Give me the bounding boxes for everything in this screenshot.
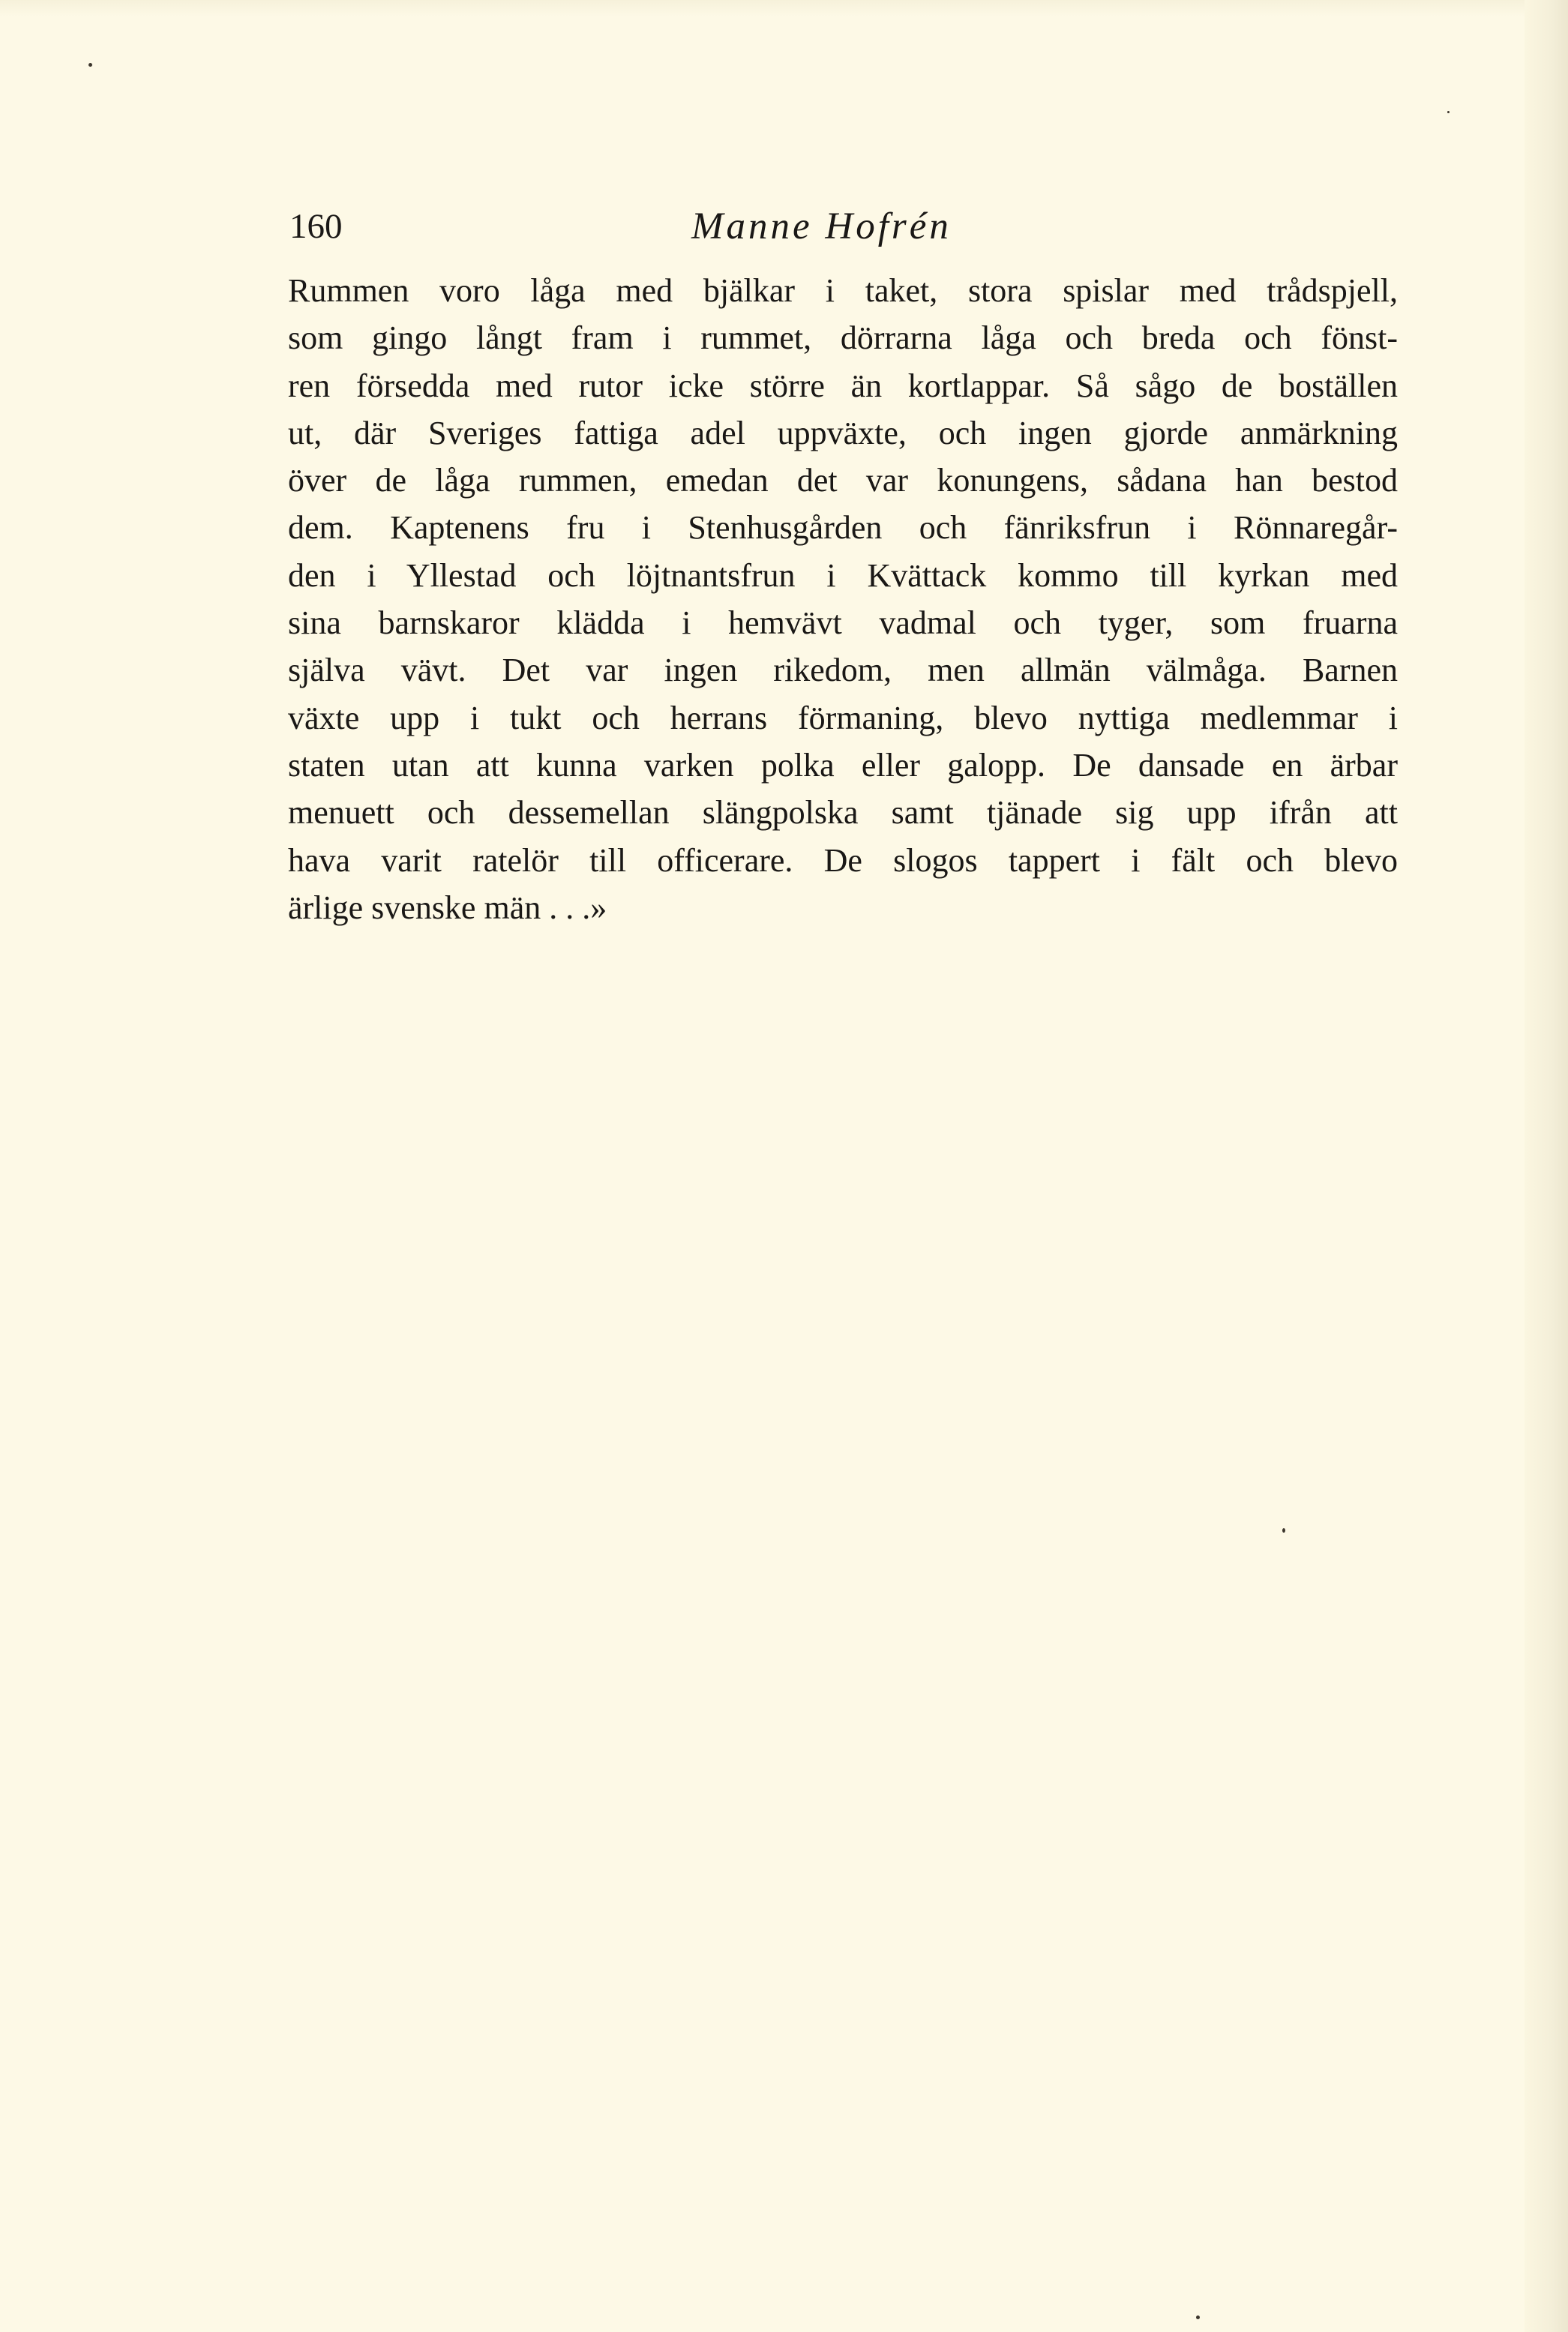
text-line: dem. Kaptenens fru i Stenhusgården och fänriksfrun i Rönnaregår- xyxy=(288,509,1398,547)
page-right-edge xyxy=(1525,0,1568,2332)
paper-speck xyxy=(88,63,92,67)
text-line: menuett och dessemellan slängpolska samt tjänade sig upp ifrån att xyxy=(288,794,1398,832)
text-line: hava varit ratelör till officerare. De slogos tappert i fält och blevo xyxy=(288,841,1398,879)
text-line: som gingo långt fram i rummet, dörrarna låga och breda och fönst- xyxy=(288,319,1398,357)
page-header xyxy=(289,196,1399,256)
page-number: 160 xyxy=(289,207,343,246)
text-line-last: ärlige svenske män . . .» xyxy=(288,889,607,926)
text-line: över de låga rummen, emedan det var konungens, sådana han bestod xyxy=(288,462,1398,499)
text-line: Rummen voro låga med bjälkar i taket, stora spislar med trådspjell, xyxy=(288,272,1398,309)
text-line: den i Yllestad och löjtnantsfrun i Kvättack kommo till kyrkan med xyxy=(288,556,1398,594)
text-line: växte upp i tukt och herrans förmaning, blevo nyttiga medlemmar i xyxy=(288,699,1398,736)
text-line: ut, där Sveriges fattiga adel uppväxte, och ingen gjorde anmärkning xyxy=(288,414,1398,451)
text-line: själva vävt. Det var ingen rikedom, men allmän välmåga. Barnen xyxy=(288,652,1398,689)
text-line: staten utan att kunna varken polka eller galopp. De dansade en ärbar xyxy=(288,746,1398,784)
running-head-author: Manne Hofrén xyxy=(691,205,952,247)
paper-speck xyxy=(1447,111,1450,113)
page-top-edge xyxy=(0,0,1568,16)
paper-speck xyxy=(1196,2316,1200,2319)
paper-speck xyxy=(1282,1528,1285,1533)
text-line: ren försedda med rutor icke större än kortlappar. Så sågo de boställen xyxy=(288,367,1398,404)
body-paragraph xyxy=(288,267,1398,931)
text-line: sina barnskaror klädda i hemvävt vadmal och tyger, som fruarna xyxy=(288,604,1398,642)
